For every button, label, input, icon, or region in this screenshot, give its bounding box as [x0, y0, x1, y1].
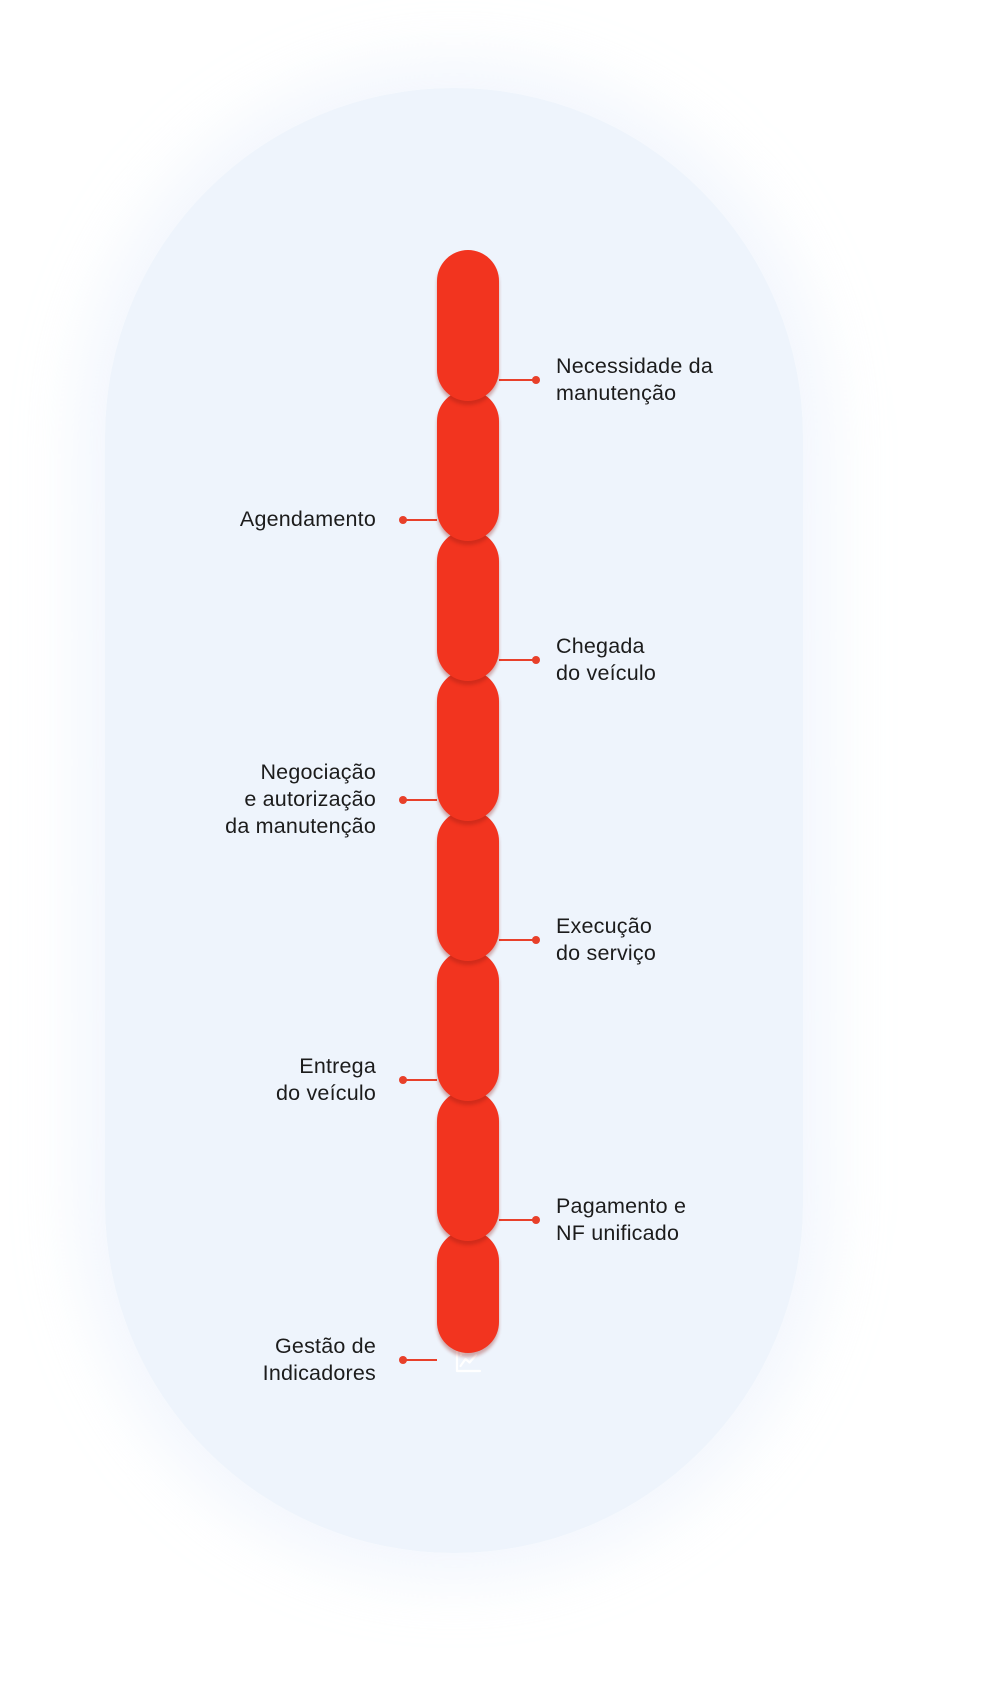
step-label-8: Gestão de Indicadores: [262, 1334, 376, 1385]
timeline-segment-7: [437, 1090, 499, 1241]
step-label-5: Execução do serviço: [556, 914, 656, 965]
timeline-segment-5: [437, 810, 499, 961]
step-label-3: Chegada do veículo: [556, 634, 657, 685]
connector-1: [499, 379, 536, 381]
connector-8: [403, 1359, 437, 1361]
connector-5: [499, 939, 536, 941]
timeline-segment-1: [437, 250, 499, 401]
timeline-segment-6: [437, 950, 499, 1101]
step-label-6: Entrega do veículo: [275, 1054, 376, 1105]
step-label-2: Agendamento: [239, 507, 376, 531]
timeline-segment-8: [437, 1230, 499, 1353]
connector-3: [499, 659, 536, 661]
connector-7: [499, 1219, 536, 1221]
timeline-segment-2: [437, 390, 499, 541]
step-label-7: Pagamento e NF unificado: [556, 1194, 687, 1245]
timeline-segment-4: [437, 670, 499, 821]
timeline: [437, 250, 499, 1403]
step-label-4: Negociação e autorização da manutenção: [225, 760, 376, 838]
connector-2: [403, 519, 437, 521]
timeline-segment-3: [437, 530, 499, 681]
connector-6: [403, 1079, 437, 1081]
step-label-1: Necessidade da manutenção: [556, 354, 713, 405]
connector-4: [403, 799, 437, 801]
